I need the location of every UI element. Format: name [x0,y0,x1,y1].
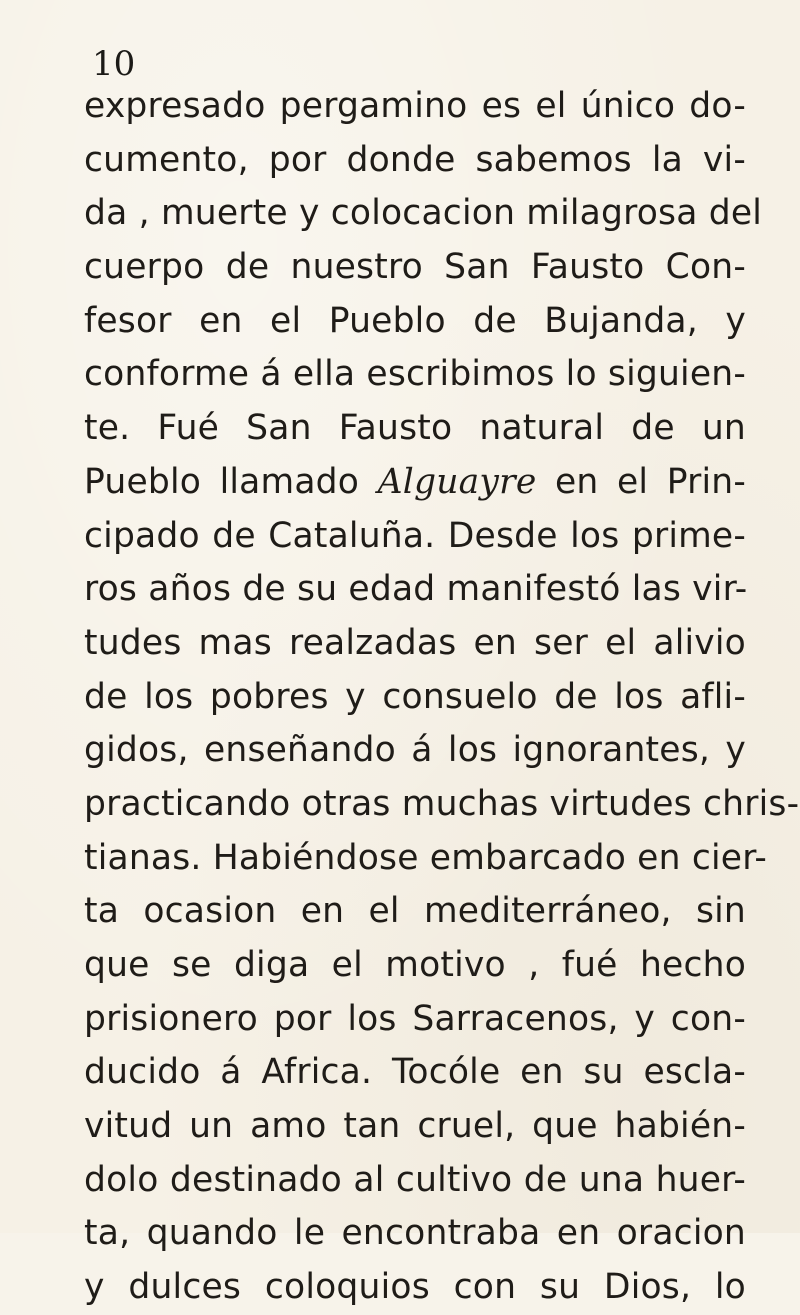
text-line: cipado de Cataluña. Desde los prime- [84,515,746,556]
italic-place-name: Alguayre [377,461,537,502]
text-line: tudes mas realzadas en ser el alivio [84,622,746,663]
text-line: ta ocasion en el mediterráneo, sin [84,891,746,932]
text-line: prisionero por los Sarracenos, y con- [84,998,746,1039]
text-line: ros años de su edad manifestó las vir- [84,569,748,610]
text-line: practicando otras muchas virtudes chris- [84,783,800,824]
text-line: vitud un amo tan cruel, que habién- [84,1106,746,1147]
text-line: dolo destinado al cultivo de una huer- [84,1159,746,1200]
text-line: da , muerte y colocacion milagrosa del [84,193,763,234]
text-line: ta, quando le encontraba en oracion [84,1213,746,1254]
text-line: cuerpo de nuestro San Fausto Con- [84,247,746,288]
text-line: y dulces coloquios con su Dios, lo [84,1267,746,1308]
text-segment: en el Prin- [554,461,746,502]
text-line: fesor en el Pueblo de Bujanda, y [84,300,746,341]
text-line: ducido á Africa. Tocóle en su escla- [84,1052,746,1093]
text-line: cumento, por donde sabemos la vi- [84,139,746,180]
text-line: te. Fué San Fausto natural de un [84,408,746,449]
text-line: que se diga el motivo , fué hecho [84,945,746,985]
text-line-with-italic [84,456,746,510]
text-line: gidos, enseñando á los ignorantes, y [84,730,746,771]
text-line: tianas. Habiéndose embarcado en cier- [84,837,768,878]
text-line: de los pobres y consuelo de los afli- [84,676,746,717]
text-line: conforme á ella escribimos lo siguien- [84,354,746,395]
body-text [84,80,800,1315]
text-segment: Pueblo llamado [84,461,360,502]
text-line: expresado pergamino es el único do- [84,86,746,126]
page-number: 10 [92,44,136,84]
